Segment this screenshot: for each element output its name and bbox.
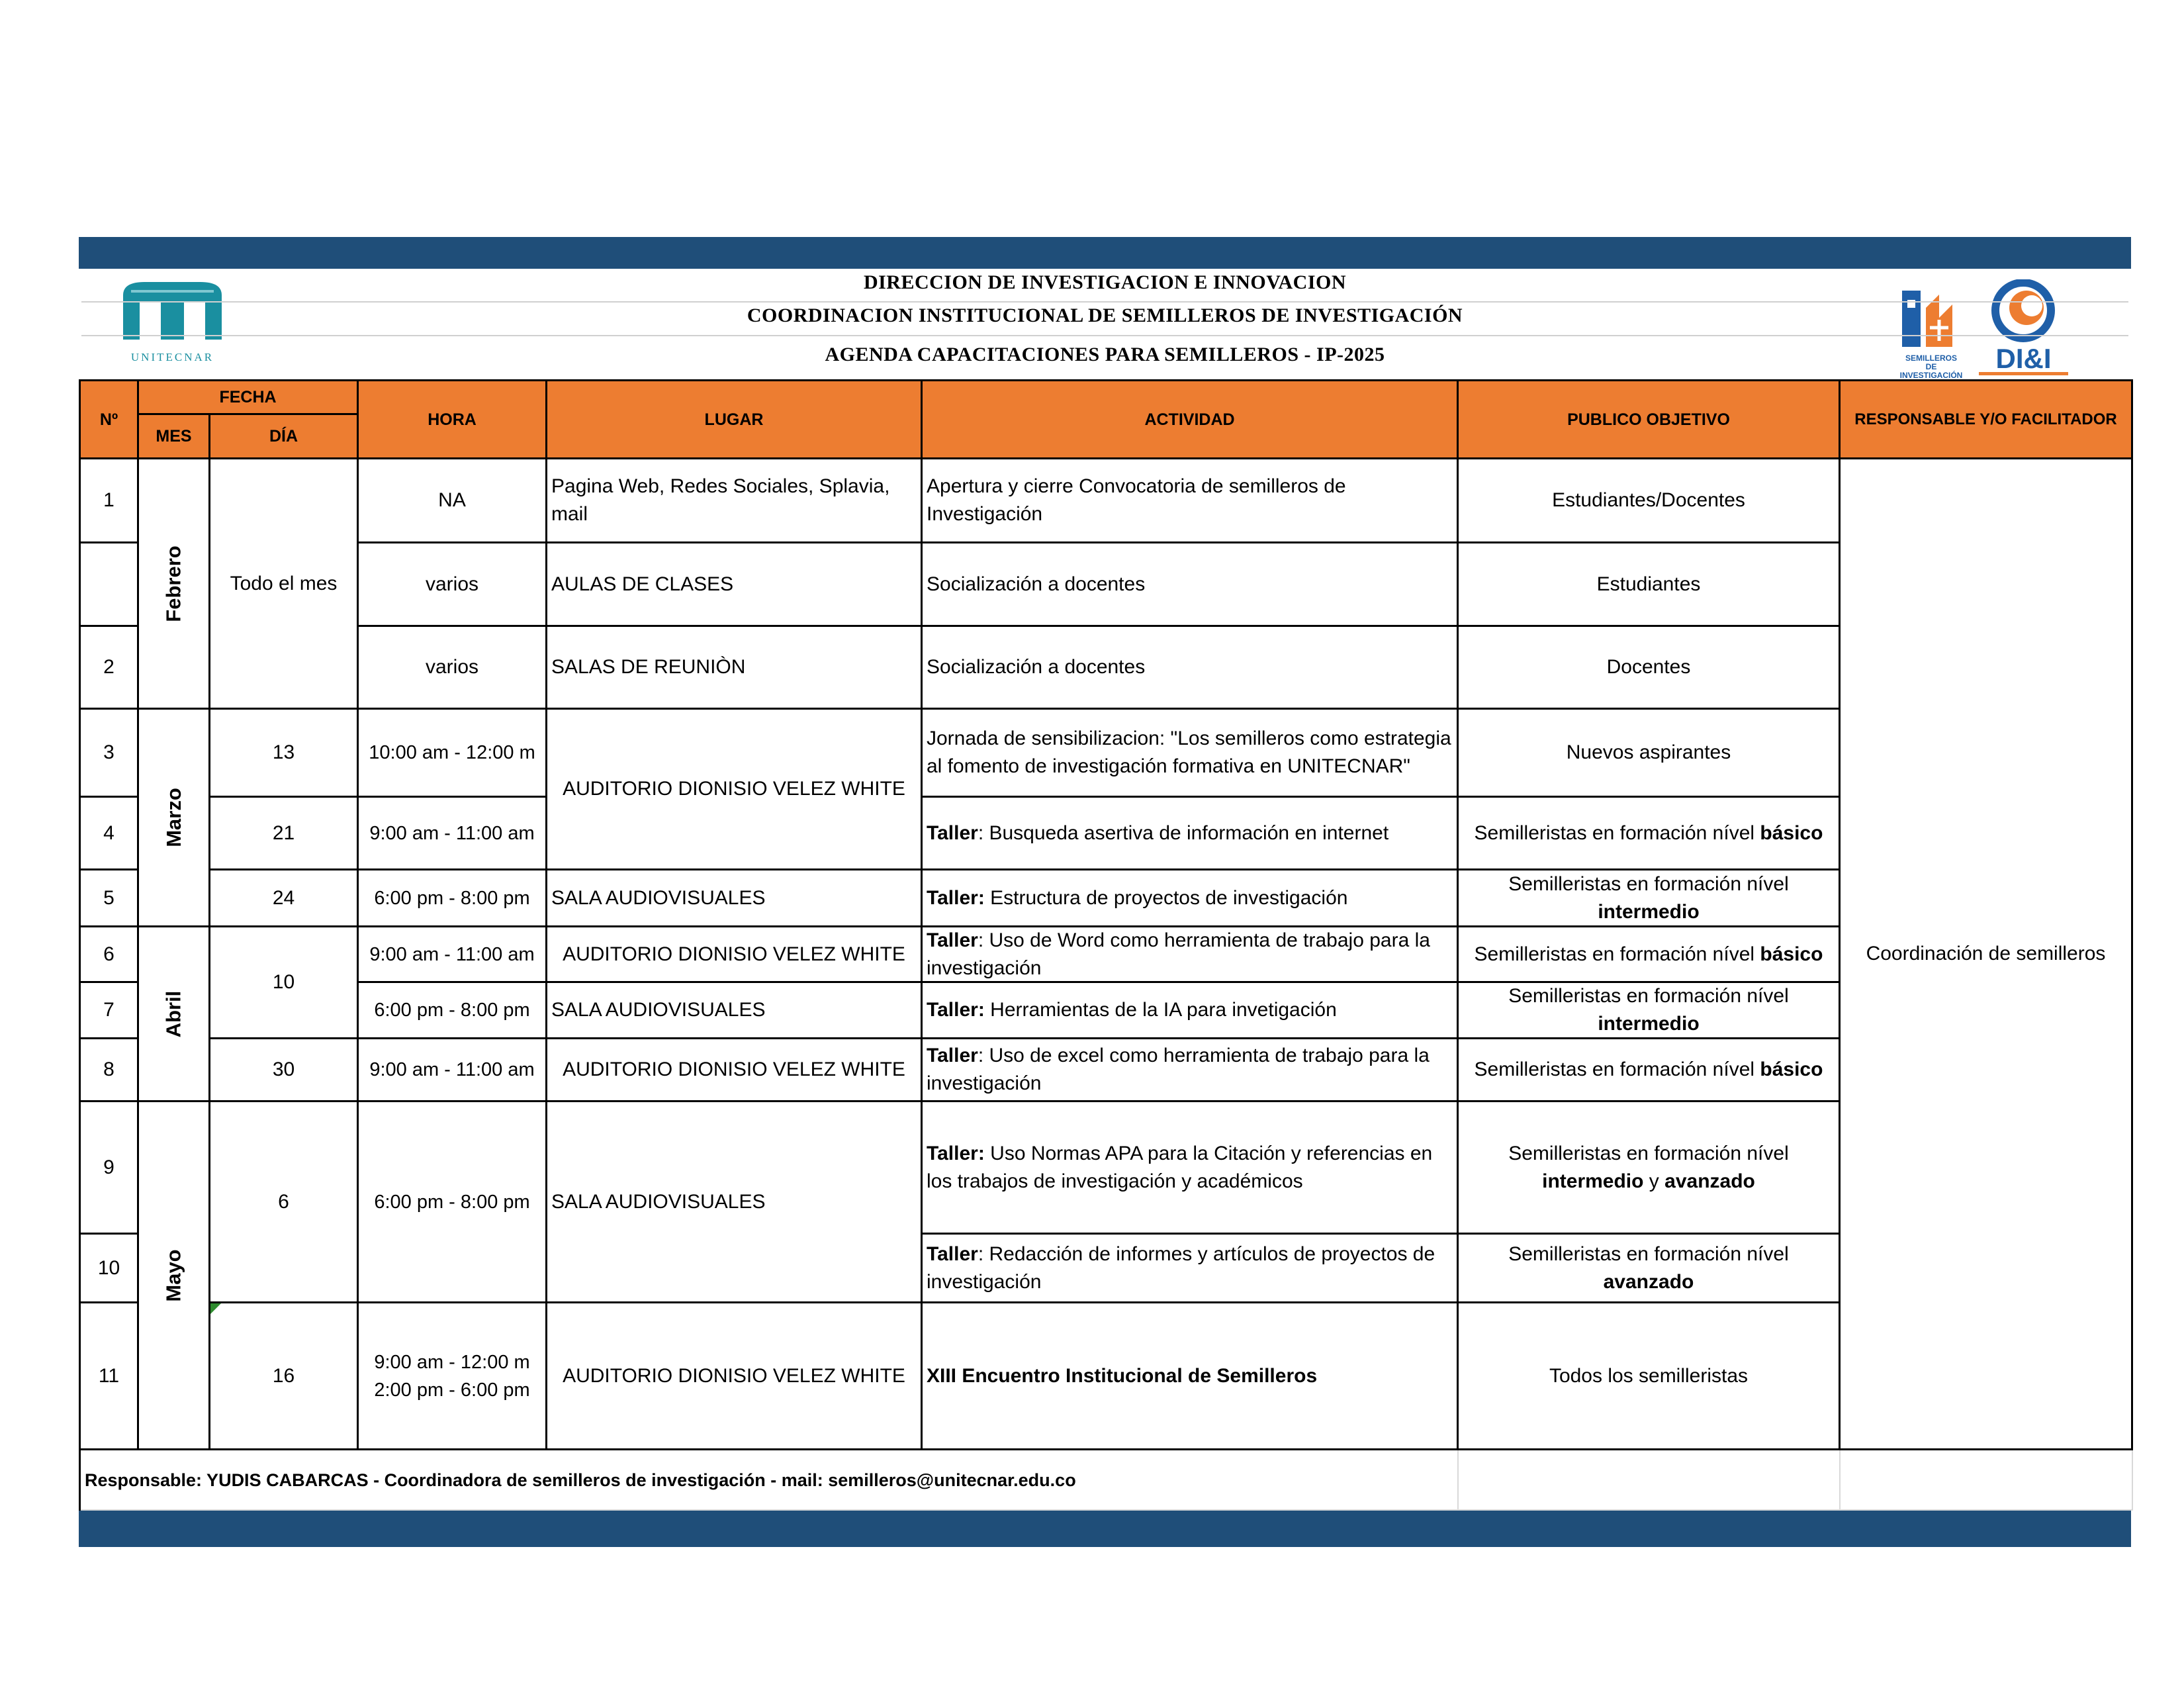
lugar-cell: SALA AUDIOVISUALES (547, 983, 923, 1039)
lugar-cell: AUDITORIO DIONISIO VELEZ WHITE (547, 927, 923, 983)
actividad-text: : Uso de excel como herramienta de trabajo para la investigación (927, 1045, 1430, 1094)
col-header-dia: DÍA (210, 415, 359, 459)
day-cell: Todo el mes (210, 459, 359, 710)
day-cell: 21 (210, 798, 359, 870)
header-title-1: DIRECCION DE INVESTIGACION E INNOVACION (863, 271, 1347, 293)
row-number: 9 (81, 1102, 139, 1235)
publico-cell (1459, 927, 1841, 983)
lugar-cell: SALA AUDIOVISUALES (547, 870, 923, 927)
hora-cell: varios (359, 543, 547, 627)
publico-text: Semilleristas en formación nível (1508, 1243, 1789, 1265)
hora-cell: NA (359, 459, 547, 543)
bottom-banner (79, 1511, 2131, 1547)
row-number (81, 543, 139, 627)
hora-line: 9:00 am - 12:00 m (374, 1351, 530, 1373)
actividad-text: : Redacción de informes y artículos de proyectos de investigación (927, 1243, 1435, 1293)
publico-text: Semilleristas en formación nível (1474, 943, 1760, 965)
col-header-num: Nº (81, 381, 139, 459)
actividad-cell (923, 927, 1459, 983)
lugar-cell: AUDITORIO DIONISIO VELEZ WHITE (547, 1039, 923, 1102)
publico-cell (1459, 983, 1841, 1039)
actividad-cell (923, 983, 1459, 1039)
footer-empty-cell (1841, 1450, 2133, 1511)
row-number: 11 (81, 1303, 139, 1450)
lugar-cell: AUDITORIO DIONISIO VELEZ WHITE (547, 1303, 923, 1450)
header-title-3: AGENDA CAPACITACIONES PARA SEMILLEROS - IP-2025 (825, 344, 1385, 365)
col-header-fecha: FECHA (139, 381, 359, 415)
actividad-cell: Apertura y cierre Convocatoria de semilleros de Investigación (923, 459, 1459, 543)
row-number: 1 (81, 459, 139, 543)
col-header-lugar: LUGAR (547, 381, 923, 459)
publico-level: intermedio (1598, 900, 1700, 923)
row-number: 4 (81, 798, 139, 870)
responsable-cell: Coordinación de semilleros (1841, 459, 2133, 1450)
publico-cell: Estudiantes (1459, 543, 1841, 627)
lugar-cell: AULAS DE CLASES (547, 543, 923, 627)
actividad-cell (923, 870, 1459, 927)
actividad-cell (923, 1102, 1459, 1235)
row-number: 8 (81, 1039, 139, 1102)
footer-empty-cell (1459, 1450, 1841, 1511)
actividad-text: Estructura de proyectos de investigación (984, 886, 1348, 909)
col-header-mes: MES (139, 415, 210, 459)
actividad-cell (923, 798, 1459, 870)
hora-cell: 9:00 am - 11:00 am (359, 798, 547, 870)
publico-cell: Nuevos aspirantes (1459, 710, 1841, 798)
actividad-cell (923, 1235, 1459, 1303)
publico-cell: Estudiantes/Docentes (1459, 459, 1841, 543)
actividad-type: Taller: (927, 999, 985, 1021)
publico-cell (1459, 1102, 1841, 1235)
unitecnar-wordmark: UNITECNAR (130, 351, 214, 363)
cell-comment-marker (210, 1303, 221, 1314)
publico-connector: y (1643, 1170, 1665, 1192)
day-cell (210, 1303, 359, 1450)
actividad-cell: Socialización a docentes (923, 543, 1459, 627)
publico-text: Semilleristas en formación nível (1474, 1058, 1760, 1080)
publico-text: Semilleristas en formación nível (1508, 1142, 1789, 1164)
col-header-responsable: RESPONSABLE Y/O FACILITADOR (1841, 381, 2133, 459)
month-cell (139, 927, 210, 1102)
publico-cell: Todos los semilleristas (1459, 1303, 1841, 1450)
month-cell (139, 1102, 210, 1450)
month-label: Mayo (161, 1248, 185, 1302)
publico-cell (1459, 1039, 1841, 1102)
hora-cell: 6:00 pm - 8:00 pm (359, 983, 547, 1039)
day-label: 16 (272, 1364, 295, 1387)
actividad-type: Taller: (927, 1142, 985, 1164)
actividad-cell: Jornada de sensibilizacion: "Los semilleros como estrategia al fomento de investigación formativa en UNITECNAR" (923, 710, 1459, 798)
actividad-type: Taller (927, 1045, 978, 1066)
month-label: Abril (161, 990, 185, 1037)
month-cell (139, 459, 210, 710)
publico-text: Semilleristas en formación nível (1508, 985, 1789, 1007)
col-header-actividad: ACTIVIDAD (923, 381, 1459, 459)
publico-level: intermedio (1542, 1170, 1644, 1192)
publico-level: básico (1760, 821, 1823, 844)
publico-level: básico (1760, 1058, 1823, 1080)
hora-cell: 10:00 am - 12:00 m (359, 710, 547, 798)
row-number: 5 (81, 870, 139, 927)
semilleros-logo-text: SEMILLEROS DE INVESTIGACIÓN (1899, 353, 1963, 380)
hora-cell: 6:00 pm - 8:00 pm (359, 870, 547, 927)
actividad-cell (923, 1039, 1459, 1102)
lugar-cell: SALA AUDIOVISUALES (547, 1102, 923, 1303)
actividad-cell: XIII Encuentro Institucional de Semilleros (923, 1303, 1459, 1450)
month-label: Marzo (161, 788, 185, 847)
publico-text: Semilleristas en formación nível (1474, 821, 1760, 844)
row-number: 2 (81, 627, 139, 710)
row-number: 6 (81, 927, 139, 983)
actividad-type: Taller (927, 929, 978, 951)
hora-cell (359, 1303, 547, 1450)
header-title-2: COORDINACION INSTITUCIONAL DE SEMILLEROS DE INVESTIGACIÓN (747, 305, 1463, 326)
hora-cell: 9:00 am - 11:00 am (359, 927, 547, 983)
publico-cell (1459, 870, 1841, 927)
actividad-type: Taller (927, 1243, 978, 1265)
col-header-publico: PUBLICO OBJETIVO (1459, 381, 1841, 459)
footer-responsable: Responsable: YUDIS CABARCAS - Coordinadora de semilleros de investigación - mail: semilleros@unitecnar.edu.co (81, 1450, 1459, 1511)
row-number: 7 (81, 983, 139, 1039)
publico-level: intermedio (1598, 1013, 1700, 1035)
actividad-text: : Busqueda asertiva de información en internet (978, 821, 1389, 844)
lugar-cell: Pagina Web, Redes Sociales, Splavia, mail (547, 459, 923, 543)
publico-cell: Docentes (1459, 627, 1841, 710)
actividad-text: Herramientas de la IA para invetigación (984, 999, 1337, 1021)
actividad-cell: Socialización a docentes (923, 627, 1459, 710)
day-cell: 24 (210, 870, 359, 927)
dii-logo-text: DI&I (1979, 346, 2068, 375)
publico-level: básico (1760, 943, 1823, 965)
month-label: Febrero (161, 545, 185, 622)
actividad-text: : Uso de Word como herramienta de trabajo para la investigación (927, 929, 1430, 979)
publico-level: avanzado (1603, 1270, 1694, 1293)
lugar-cell: SALAS DE REUNIÒN (547, 627, 923, 710)
top-banner (79, 237, 2131, 269)
publico-level: avanzado (1664, 1170, 1755, 1192)
row-number: 3 (81, 710, 139, 798)
lugar-cell: AUDITORIO DIONISIO VELEZ WHITE (547, 710, 923, 870)
day-cell: 13 (210, 710, 359, 798)
hora-cell: 6:00 pm - 8:00 pm (359, 1102, 547, 1303)
publico-text: Semilleristas en formación nível (1508, 872, 1789, 895)
header-rule (81, 301, 2128, 303)
actividad-type: Taller (927, 821, 978, 844)
publico-cell (1459, 798, 1841, 870)
col-header-hora: HORA (359, 381, 547, 459)
header-rule (81, 335, 2128, 336)
hora-cell: 9:00 am - 11:00 am (359, 1039, 547, 1102)
hora-cell: varios (359, 627, 547, 710)
hora-line: 2:00 pm - 6:00 pm (374, 1379, 530, 1401)
actividad-text: Uso Normas APA para la Citación y referencias en los trabajos de investigación y académicos (927, 1142, 1433, 1192)
day-cell: 6 (210, 1102, 359, 1303)
day-cell: 10 (210, 927, 359, 1039)
month-cell (139, 710, 210, 927)
actividad-type: Taller: (927, 886, 985, 909)
publico-cell (1459, 1235, 1841, 1303)
agenda-table (79, 379, 2133, 1511)
row-number: 10 (81, 1235, 139, 1303)
day-cell: 30 (210, 1039, 359, 1102)
